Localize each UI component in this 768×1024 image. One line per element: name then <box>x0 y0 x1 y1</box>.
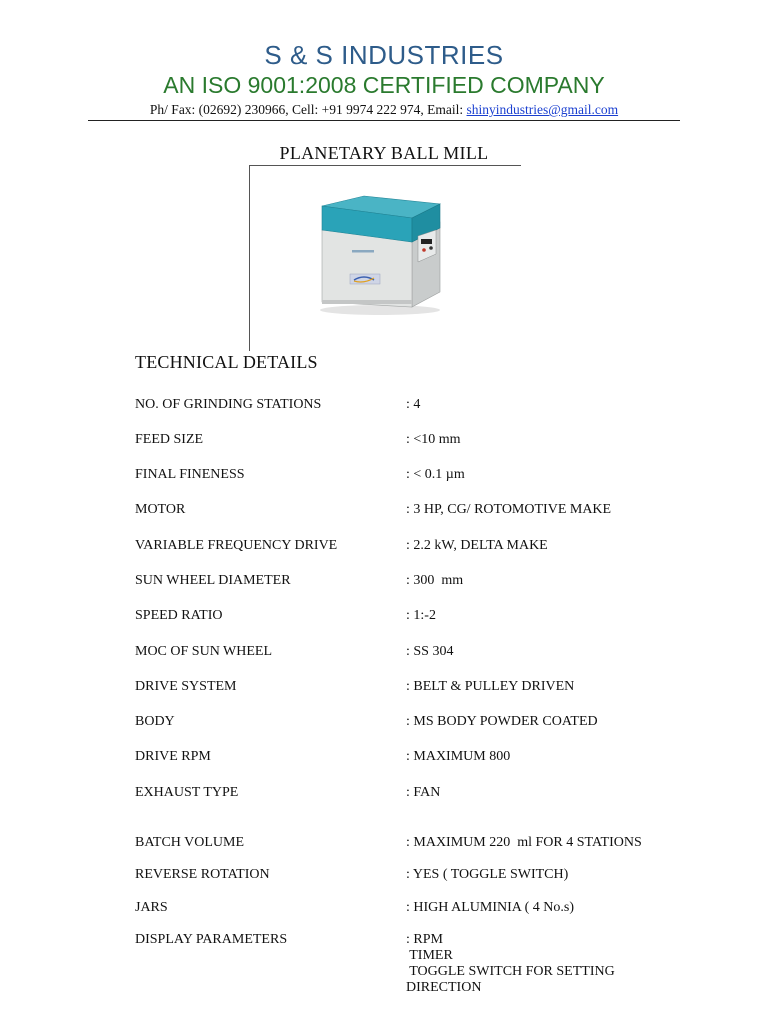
contact-text: Ph/ Fax: (02692) 230966, Cell: +91 9974 222 974, Email: <box>149 102 467 117</box>
spec-value: : SS 304 <box>406 644 454 659</box>
spec-value: : HIGH ALUMINIA ( 4 No.s) <box>406 900 574 915</box>
spec-value: : FAN <box>406 785 441 800</box>
spec-value: : 4 <box>406 397 421 412</box>
spec-label: DRIVE RPM <box>135 749 211 764</box>
spec-value: : 3 HP, CG/ ROTOMOTIVE MAKE <box>406 502 612 517</box>
spec-label: BODY <box>135 714 175 729</box>
company-name: S & S INDUSTRIES <box>264 40 504 70</box>
spec-value: : 1:-2 <box>406 608 436 623</box>
spec-label: SUN WHEEL DIAMETER <box>135 573 291 588</box>
ball-mill-image <box>312 192 452 317</box>
spec-label: VARIABLE FREQUENCY DRIVE <box>135 538 338 553</box>
spec-label: EXHAUST TYPE <box>135 785 239 800</box>
image-frame-top <box>249 165 521 166</box>
spec-value: : 2.2 kW, DELTA MAKE <box>406 538 548 553</box>
spec-value: : BELT & PULLEY DRIVEN <box>406 679 575 694</box>
spec-value: : MS BODY POWDER COATED <box>406 714 598 729</box>
spec-label: MOTOR <box>135 502 186 517</box>
document-title: PLANETARY BALL MILL <box>279 143 489 163</box>
spec-value: : MAXIMUM 800 <box>406 749 511 764</box>
spec-label: NO. OF GRINDING STATIONS <box>135 397 322 412</box>
spec-value: : 300 mm <box>406 573 464 588</box>
email-link[interactable]: shinyindustries@gmail.com <box>466 102 619 117</box>
section-title: TECHNICAL DETAILS <box>135 352 318 372</box>
spec-label: SPEED RATIO <box>135 608 223 623</box>
spec-label: FINAL FINENESS <box>135 467 245 482</box>
header-rule <box>88 120 680 121</box>
spec-value: : <10 mm <box>406 432 461 447</box>
spec-label: MOC OF SUN WHEEL <box>135 644 273 659</box>
spec-label: REVERSE ROTATION <box>135 867 270 882</box>
company-tagline: AN ISO 9001:2008 CERTIFIED COMPANY <box>163 72 605 98</box>
spec-label: FEED SIZE <box>135 432 204 447</box>
spec-label: DRIVE SYSTEM <box>135 679 237 694</box>
spec-label: DISPLAY PARAMETERS <box>135 932 288 947</box>
spec-label: BATCH VOLUME <box>135 835 245 850</box>
spec-value: : RPM TIMER TOGGLE SWITCH FOR SETTING DIRECTION <box>406 932 615 995</box>
spec-value: : < 0.1 µm <box>406 467 465 482</box>
spec-value: : YES ( TOGGLE SWITCH) <box>406 867 569 882</box>
image-frame-left <box>249 165 250 351</box>
contact-line <box>0 102 768 118</box>
spec-label: JARS <box>135 900 168 915</box>
spec-value: : MAXIMUM 220 ml FOR 4 STATIONS <box>406 835 642 850</box>
